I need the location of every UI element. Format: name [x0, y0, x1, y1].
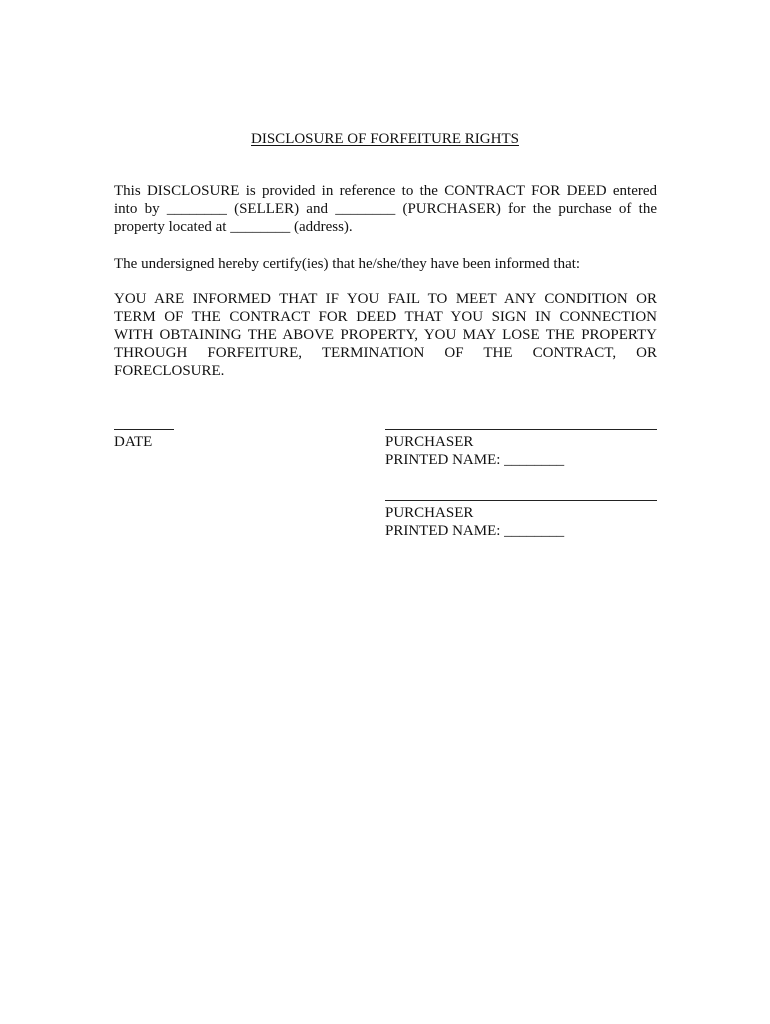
paragraph-line: THROUGH FORFEITURE, TERMINATION OF THE CONTRACT, OR — [114, 345, 657, 361]
paragraph-line: The undersigned hereby certify(ies) that he/she/they have been informed that: — [114, 256, 581, 272]
paragraph-line: FORECLOSURE. — [114, 363, 225, 379]
disclosure-paragraph — [114, 182, 657, 236]
paragraph-line: This DISCLOSURE is provided in reference to the CONTRACT FOR DEED entered — [114, 183, 657, 199]
certification-paragraph — [114, 255, 657, 273]
purchaser-2-signature-line — [385, 500, 657, 501]
paragraph-line: into by ________ (SELLER) and ________ (PURCHASER) for the purchase of the — [114, 201, 657, 217]
paragraph-line: YOU ARE INFORMED THAT IF YOU FAIL TO MEET ANY CONDITION OR — [114, 291, 657, 307]
paragraph-line: TERM OF THE CONTRACT FOR DEED THAT YOU SIGN IN CONNECTION — [114, 309, 657, 325]
date-signature-line — [114, 429, 174, 430]
purchaser-1-label: PURCHASER — [385, 434, 474, 450]
warning-paragraph — [114, 290, 657, 380]
paragraph-line: WITH OBTAINING THE ABOVE PROPERTY, YOU MAY LOSE THE PROPERTY — [114, 327, 657, 343]
purchaser-2-label: PURCHASER — [385, 505, 474, 521]
document-title — [0, 130, 770, 148]
purchaser-1-signature-line — [385, 429, 657, 430]
purchaser-1-printed-name: PRINTED NAME: ________ — [385, 452, 565, 468]
paragraph-line: property located at ________ (address). — [114, 219, 353, 235]
purchaser-2-printed-name: PRINTED NAME: ________ — [385, 523, 565, 539]
date-label: DATE — [114, 434, 153, 450]
document-title-text: DISCLOSURE OF FORFEITURE RIGHTS — [251, 131, 519, 147]
